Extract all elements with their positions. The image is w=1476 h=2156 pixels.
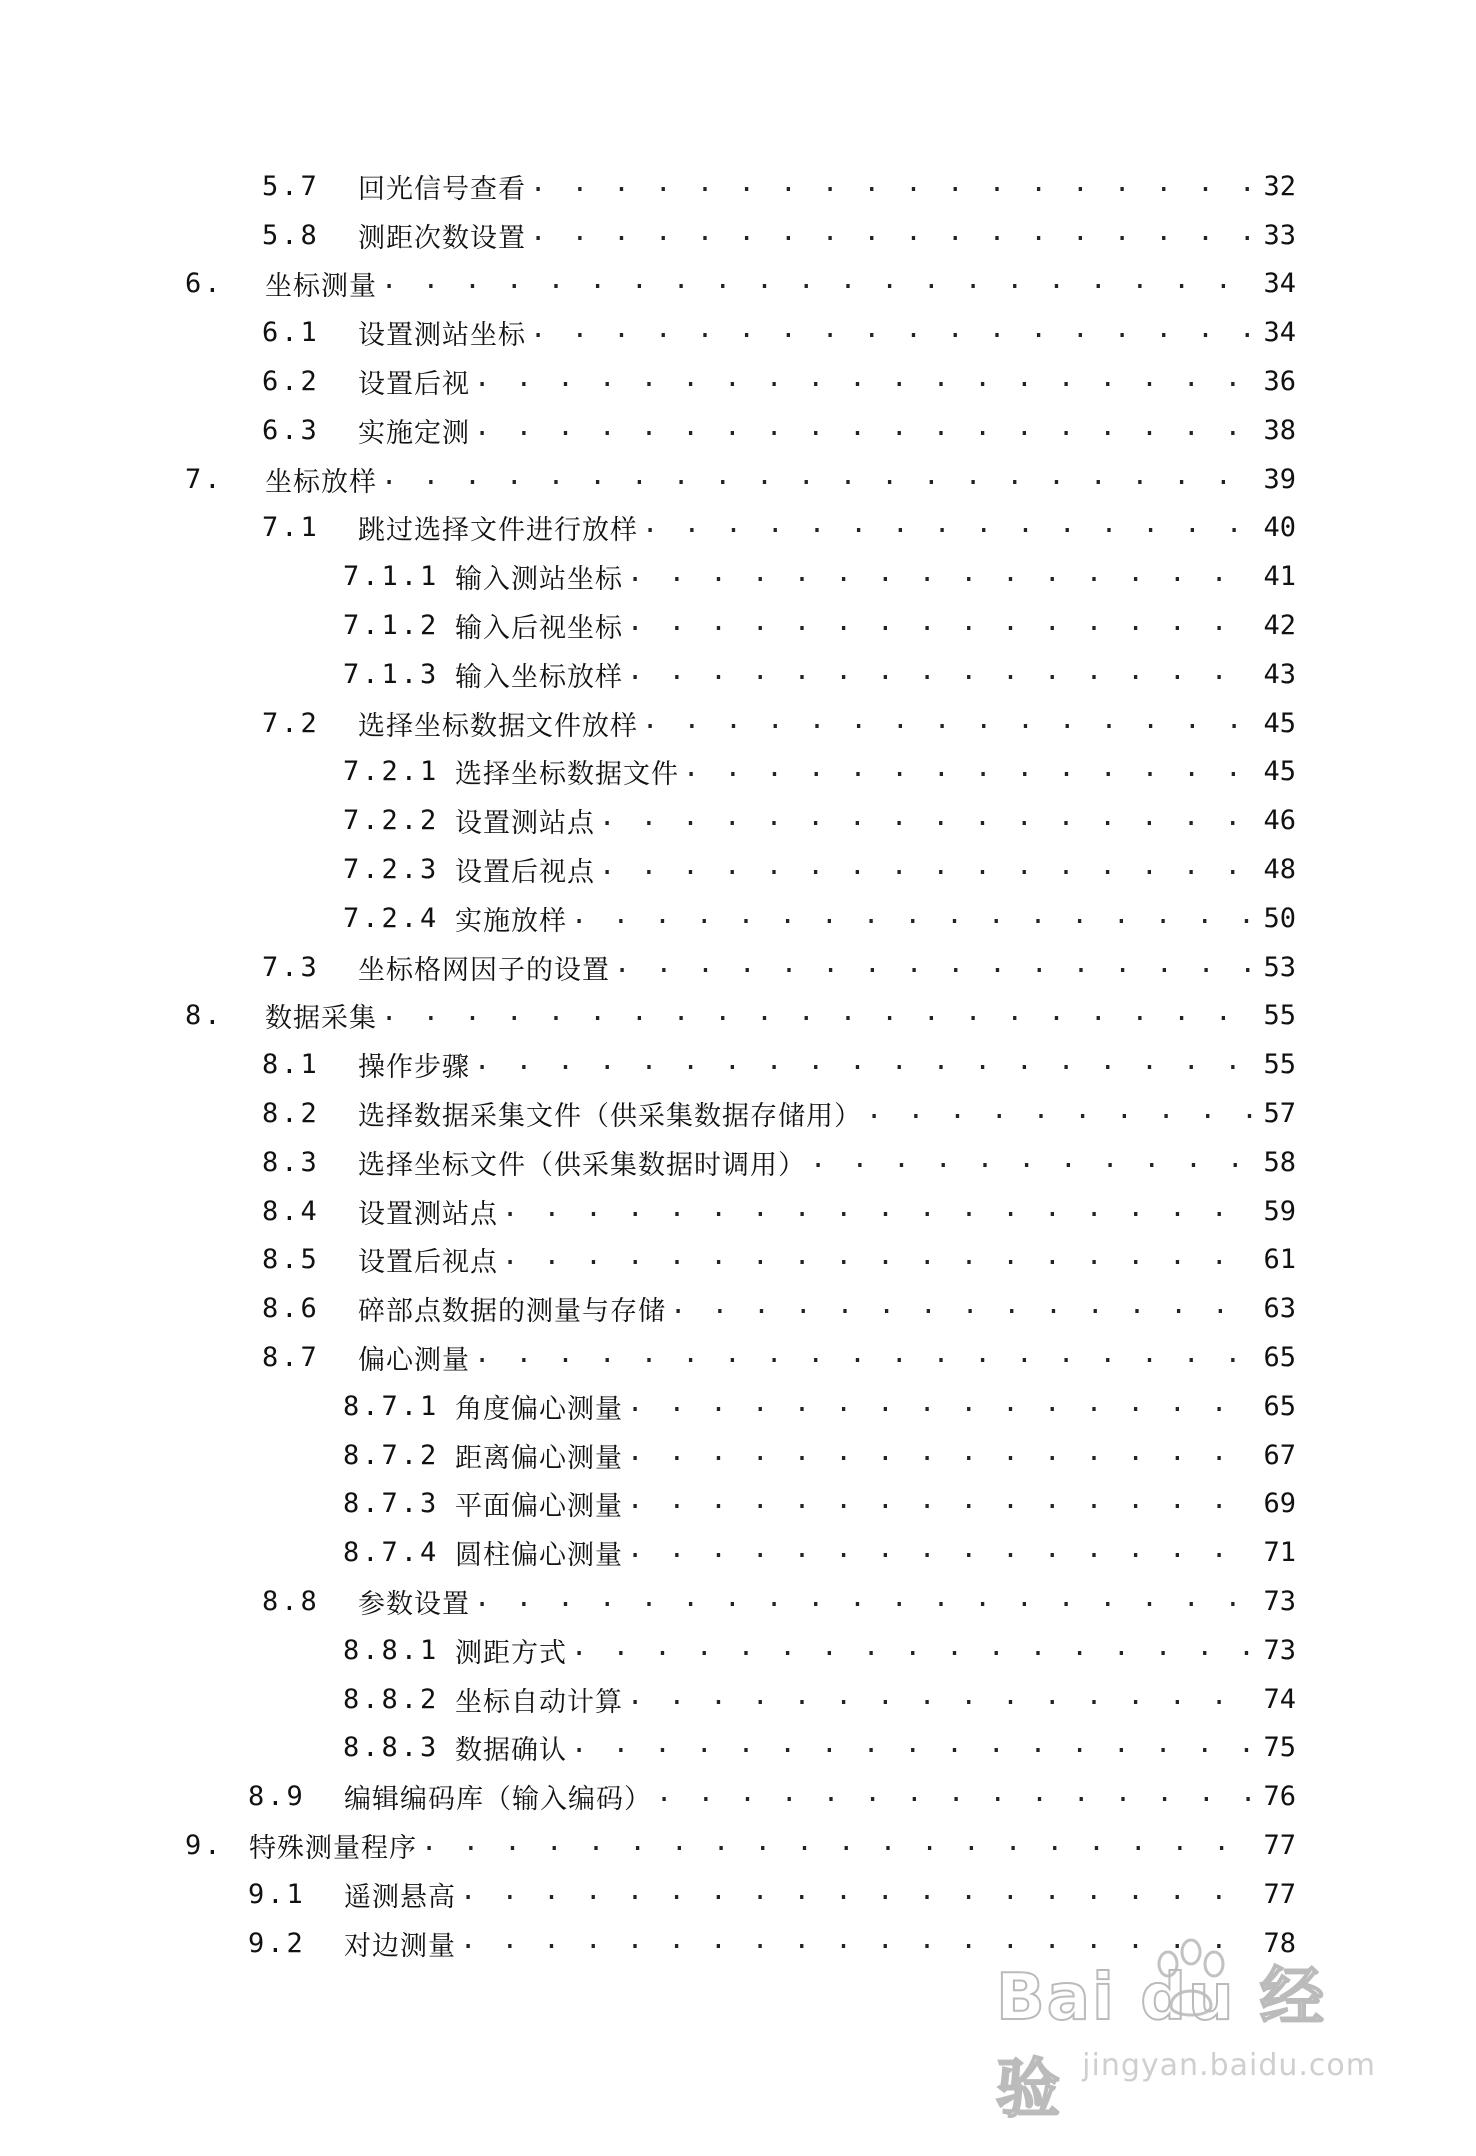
toc-dot-leader bbox=[421, 1826, 1252, 1857]
toc-dot-leader bbox=[627, 1436, 1252, 1467]
toc-dot-leader bbox=[810, 1143, 1252, 1174]
toc-entry-number: 9.1 bbox=[248, 1878, 306, 1910]
toc-dot-leader bbox=[599, 850, 1252, 881]
toc-entry-number: 7.2.4 bbox=[343, 902, 440, 934]
toc-entry-page-number: 74 bbox=[1263, 1683, 1296, 1715]
toc-entry-line bbox=[262, 1138, 1296, 1187]
toc-entry-number: 7.1.2 bbox=[343, 610, 440, 642]
toc-entry-line bbox=[262, 1284, 1296, 1333]
toc-entry-line bbox=[262, 1333, 1296, 1382]
toc-entry-number: 7.2 bbox=[262, 707, 320, 739]
toc-entry-page-number: 58 bbox=[1263, 1146, 1296, 1178]
toc-entry-number: 7.1 bbox=[262, 512, 320, 544]
toc-entry-number: 6.1 bbox=[262, 317, 320, 349]
toc-entry-number: 7.1.1 bbox=[343, 561, 440, 593]
toc-entry-title: 角度偏心测量 bbox=[455, 1393, 623, 1425]
toc-dot-leader bbox=[474, 362, 1252, 393]
toc-dot-leader bbox=[866, 1094, 1252, 1125]
toc-entry-title: 输入测站坐标 bbox=[455, 564, 623, 596]
toc-dot-leader bbox=[381, 996, 1252, 1027]
toc-entry-line bbox=[262, 943, 1296, 992]
toc-entry-line bbox=[343, 1675, 1296, 1724]
toc-entry-line bbox=[343, 1724, 1296, 1773]
toc-entry-page-number: 33 bbox=[1263, 219, 1296, 251]
toc-entry-title: 遥测悬高 bbox=[344, 1881, 456, 1913]
toc-entry-line bbox=[262, 1577, 1296, 1626]
toc-entry[interactable] bbox=[0, 1040, 1476, 1089]
toc-entry-title: 回光信号查看 bbox=[358, 173, 526, 205]
toc-entry-line bbox=[343, 650, 1296, 699]
toc-entry[interactable] bbox=[0, 992, 1476, 1041]
toc-dot-leader bbox=[571, 1631, 1252, 1662]
toc-entry-number: 7.1.3 bbox=[343, 658, 440, 690]
toc-entry-title: 选择坐标数据文件 bbox=[455, 759, 679, 791]
toc-entry-number: 7. bbox=[185, 463, 224, 495]
toc-entry[interactable] bbox=[0, 504, 1476, 553]
toc-entry-page-number: 55 bbox=[1263, 1049, 1296, 1081]
toc-entry[interactable] bbox=[0, 260, 1476, 309]
toc-entry-line bbox=[343, 894, 1296, 943]
toc-entry[interactable] bbox=[0, 357, 1476, 406]
toc-entry-page-number: 42 bbox=[1263, 610, 1296, 642]
toc-entry-title: 输入坐标放样 bbox=[455, 661, 623, 693]
toc-entry-page-number: 61 bbox=[1263, 1244, 1296, 1276]
toc-entry-line bbox=[262, 1236, 1296, 1285]
toc-entry-page-number: 48 bbox=[1263, 854, 1296, 886]
toc-entry-title: 编辑编码库（输入编码） bbox=[344, 1784, 652, 1816]
toc-entry[interactable] bbox=[0, 1724, 1476, 1773]
toc-entry-title: 坐标格网因子的设置 bbox=[358, 954, 610, 986]
toc-entry-line bbox=[343, 1431, 1296, 1480]
toc-entry-line bbox=[262, 1187, 1296, 1236]
toc-entry-title: 对边测量 bbox=[344, 1930, 456, 1962]
toc-entry-page-number: 73 bbox=[1263, 1634, 1296, 1666]
toc-entry-page-number: 34 bbox=[1263, 317, 1296, 349]
toc-entry-title: 操作步骤 bbox=[358, 1052, 470, 1084]
toc-entry-title: 特殊测量程序 bbox=[249, 1832, 417, 1864]
toc-entry-number: 8.5 bbox=[262, 1244, 320, 1276]
toc-entry[interactable] bbox=[0, 1675, 1476, 1724]
toc-entry-line bbox=[262, 504, 1296, 553]
toc-entry-title: 设置后视 bbox=[358, 369, 470, 401]
toc-entry-page-number: 63 bbox=[1263, 1293, 1296, 1325]
toc-entry[interactable] bbox=[0, 1431, 1476, 1480]
toc-entry-number: 6.2 bbox=[262, 366, 320, 398]
toc-entry-title: 设置测站坐标 bbox=[358, 320, 526, 352]
toc-entry-line bbox=[343, 1382, 1296, 1431]
toc-entry-number: 8.8 bbox=[262, 1586, 320, 1617]
toc-entry-number: 7.2.2 bbox=[343, 805, 440, 837]
toc-entry-number: 7.2.1 bbox=[343, 756, 440, 788]
toc-entry[interactable] bbox=[0, 1089, 1476, 1138]
toc-entry-line bbox=[185, 455, 1296, 504]
toc-dot-leader bbox=[474, 1582, 1252, 1613]
toc-entry[interactable] bbox=[0, 1382, 1476, 1431]
toc-entry-title: 设置后视点 bbox=[455, 857, 595, 889]
toc-entry[interactable] bbox=[0, 552, 1476, 601]
toc-entry-line bbox=[343, 796, 1296, 845]
toc-entry-title: 坐标放样 bbox=[265, 466, 377, 498]
toc-entry-page-number: 46 bbox=[1263, 805, 1296, 837]
toc-entry-number: 9. bbox=[185, 1829, 224, 1861]
toc-entry-page-number: 69 bbox=[1263, 1488, 1296, 1520]
toc-entry[interactable] bbox=[0, 1528, 1476, 1577]
toc-entry-page-number: 73 bbox=[1263, 1586, 1296, 1617]
toc-entry-line bbox=[185, 260, 1296, 309]
toc-entry-page-number: 45 bbox=[1263, 756, 1296, 788]
toc-entry-line bbox=[343, 1626, 1296, 1675]
toc-dot-leader bbox=[627, 1680, 1252, 1711]
toc-dot-leader bbox=[642, 704, 1252, 735]
toc-entry-page-number: 32 bbox=[1263, 170, 1296, 202]
toc-entry[interactable] bbox=[0, 1480, 1476, 1529]
toc-entry[interactable] bbox=[0, 1284, 1476, 1333]
toc-entry[interactable] bbox=[0, 162, 1476, 211]
toc-entry-title: 测距方式 bbox=[455, 1637, 567, 1669]
toc-entry-page-number: 65 bbox=[1263, 1390, 1296, 1422]
toc-dot-leader bbox=[502, 1192, 1252, 1223]
toc-entry-number: 8.2 bbox=[262, 1098, 320, 1130]
toc-entry-title: 设置后视点 bbox=[358, 1247, 498, 1279]
toc-entry-title: 选择数据采集文件（供采集数据存储用） bbox=[358, 1101, 862, 1133]
toc-entry-page-number: 76 bbox=[1263, 1781, 1296, 1813]
toc-entry-page-number: 36 bbox=[1263, 366, 1296, 398]
toc-entry-line bbox=[262, 406, 1296, 455]
toc-entry-page-number: 77 bbox=[1263, 1878, 1296, 1910]
toc-dot-leader bbox=[627, 655, 1252, 686]
toc-entry-title: 实施定测 bbox=[358, 417, 470, 449]
toc-dot-leader bbox=[642, 508, 1252, 539]
toc-entry-number: 8.7.4 bbox=[343, 1537, 440, 1569]
toc-entry[interactable] bbox=[0, 748, 1476, 797]
toc-entry-number: 8.4 bbox=[262, 1195, 320, 1227]
toc-entry-title: 选择坐标文件（供采集数据时调用） bbox=[358, 1149, 806, 1181]
toc-entry-title: 实施放样 bbox=[455, 905, 567, 937]
toc-dot-leader bbox=[530, 313, 1252, 344]
toc-entry-line bbox=[262, 1089, 1296, 1138]
toc-entry-line bbox=[343, 1528, 1296, 1577]
toc-entry[interactable] bbox=[0, 1821, 1476, 1870]
toc-entry-line bbox=[262, 162, 1296, 211]
baidu-jingyan-watermark bbox=[996, 1936, 1376, 2127]
toc-entry-title: 参数设置 bbox=[358, 1589, 470, 1620]
toc-dot-leader bbox=[614, 948, 1252, 979]
toc-dot-leader bbox=[627, 1387, 1252, 1418]
toc-entry-line bbox=[185, 1821, 1296, 1870]
toc-entry-page-number: 59 bbox=[1263, 1195, 1296, 1227]
toc-entry[interactable] bbox=[0, 1333, 1476, 1382]
toc-entry-number: 7.3 bbox=[262, 951, 320, 983]
toc-entry[interactable] bbox=[0, 650, 1476, 699]
toc-dot-leader bbox=[530, 167, 1252, 198]
toc-entry-title: 坐标测量 bbox=[265, 271, 377, 303]
toc-entry-line bbox=[248, 1870, 1296, 1919]
toc-entry-page-number: 50 bbox=[1263, 902, 1296, 934]
toc-entry[interactable] bbox=[0, 1577, 1476, 1626]
toc-entry-number: 8. bbox=[185, 1000, 224, 1032]
toc-dot-leader bbox=[627, 606, 1252, 637]
toc-entry-page-number: 71 bbox=[1263, 1537, 1296, 1569]
toc-entry-number: 8.7 bbox=[262, 1342, 320, 1374]
toc-entry-line bbox=[262, 211, 1296, 260]
toc-dot-leader bbox=[656, 1777, 1252, 1808]
toc-dot-leader bbox=[627, 1533, 1252, 1564]
toc-entry-number: 9.2 bbox=[248, 1927, 306, 1959]
toc-entry-page-number: 57 bbox=[1263, 1098, 1296, 1130]
toc-entry-title: 设置测站点 bbox=[455, 808, 595, 840]
toc-entry-page-number: 45 bbox=[1263, 707, 1296, 739]
toc-entry-title: 选择坐标数据文件放样 bbox=[358, 710, 638, 742]
toc-entry[interactable] bbox=[0, 796, 1476, 845]
toc-entry[interactable] bbox=[0, 1236, 1476, 1285]
toc-entry-title: 碎部点数据的测量与存储 bbox=[358, 1296, 666, 1328]
toc-entry-line bbox=[343, 748, 1296, 797]
toc-entry-line bbox=[343, 601, 1296, 650]
toc-entry-title: 数据确认 bbox=[455, 1735, 567, 1767]
watermark-url-text: jingyan.baidu.com bbox=[1082, 2048, 1376, 2083]
toc-dot-leader bbox=[627, 1484, 1252, 1515]
toc-entry-number: 8.8.1 bbox=[343, 1634, 440, 1666]
toc-entry-line bbox=[248, 1772, 1296, 1821]
toc-entry-page-number: 67 bbox=[1263, 1439, 1296, 1471]
toc-entry-line bbox=[343, 845, 1296, 894]
toc-entry-page-number: 38 bbox=[1263, 414, 1296, 446]
toc-entry-title: 输入后视坐标 bbox=[455, 613, 623, 645]
toc-entry-page-number: 41 bbox=[1263, 561, 1296, 593]
toc-entry-page-number: 39 bbox=[1263, 463, 1296, 495]
toc-dot-leader bbox=[381, 460, 1252, 491]
toc-dot-leader bbox=[530, 216, 1252, 247]
toc-entry-title: 数据采集 bbox=[265, 1003, 377, 1035]
toc-entry[interactable] bbox=[0, 1187, 1476, 1236]
toc-entry[interactable] bbox=[0, 211, 1476, 260]
toc-entry-line bbox=[262, 357, 1296, 406]
toc-entry[interactable] bbox=[0, 601, 1476, 650]
toc-entry[interactable] bbox=[0, 1138, 1476, 1187]
toc-dot-leader bbox=[474, 411, 1252, 442]
toc-dot-leader bbox=[599, 801, 1252, 832]
toc-entry[interactable] bbox=[0, 1772, 1476, 1821]
toc-entry-number: 8.7.1 bbox=[343, 1390, 440, 1422]
toc-dot-leader bbox=[474, 1338, 1252, 1369]
toc-entry-number: 8.6 bbox=[262, 1293, 320, 1325]
toc-entry-number: 5.7 bbox=[262, 170, 320, 202]
toc-entry-page-number: 55 bbox=[1263, 1000, 1296, 1032]
toc-entry-line bbox=[262, 699, 1296, 748]
toc-entry-number: 8.8.3 bbox=[343, 1732, 440, 1764]
toc-entry-number: 5.8 bbox=[262, 219, 320, 251]
toc-entry-line bbox=[185, 992, 1296, 1041]
toc-entry-page-number: 65 bbox=[1263, 1342, 1296, 1374]
toc-entry-line bbox=[343, 552, 1296, 601]
toc-entry-title: 坐标自动计算 bbox=[455, 1686, 623, 1718]
toc-dot-leader bbox=[627, 557, 1252, 588]
toc-entry-title: 偏心测量 bbox=[358, 1345, 470, 1377]
toc-dot-leader bbox=[381, 264, 1252, 295]
toc-entry-page-number: 53 bbox=[1263, 951, 1296, 983]
toc-entry[interactable] bbox=[0, 1870, 1476, 1919]
toc-entry-page-number: 43 bbox=[1263, 658, 1296, 690]
toc-entry-page-number: 34 bbox=[1263, 268, 1296, 300]
toc-entry-number: 8.1 bbox=[262, 1049, 320, 1081]
toc-dot-leader bbox=[683, 752, 1252, 783]
toc-entry-title: 设置测站点 bbox=[358, 1198, 498, 1230]
toc-entry-line bbox=[343, 1480, 1296, 1529]
toc-entry[interactable] bbox=[0, 845, 1476, 894]
toc-dot-leader bbox=[502, 1240, 1252, 1271]
toc-dot-leader bbox=[571, 899, 1252, 930]
toc-dot-leader bbox=[670, 1289, 1252, 1320]
toc-entry[interactable] bbox=[0, 308, 1476, 357]
toc-entry-line bbox=[262, 308, 1296, 357]
toc-entry-title: 距离偏心测量 bbox=[455, 1442, 623, 1474]
watermark-logo-text: Bai du 经验 bbox=[996, 1961, 1326, 2127]
toc-entry-page-number: 77 bbox=[1263, 1829, 1296, 1861]
toc-dot-leader bbox=[571, 1728, 1252, 1759]
toc-entry-page-number: 40 bbox=[1263, 512, 1296, 544]
toc-entry[interactable] bbox=[0, 943, 1476, 992]
toc-entry-title: 圆柱偏心测量 bbox=[455, 1540, 623, 1572]
toc-entry-number: 6. bbox=[185, 268, 224, 300]
toc-entry-number: 8.7.2 bbox=[343, 1439, 440, 1471]
toc-entry-title: 测距次数设置 bbox=[358, 222, 526, 254]
toc-entry-number: 8.8.2 bbox=[343, 1683, 440, 1715]
toc-entry-title: 跳过选择文件进行放样 bbox=[358, 515, 638, 547]
toc-entry-number: 8.7.3 bbox=[343, 1488, 440, 1520]
toc-dot-leader bbox=[460, 1875, 1252, 1906]
toc-entry[interactable] bbox=[0, 894, 1476, 943]
toc-entry-number: 6.3 bbox=[262, 414, 320, 446]
toc-entry[interactable] bbox=[0, 699, 1476, 748]
toc-entry-page-number: 78 bbox=[1263, 1927, 1296, 1959]
toc-dot-leader bbox=[474, 1045, 1252, 1076]
toc-entry-number: 7.2.3 bbox=[343, 854, 440, 886]
toc-entry-number: 8.3 bbox=[262, 1146, 320, 1178]
toc-entry-page-number: 75 bbox=[1263, 1732, 1296, 1764]
toc-entry-title: 平面偏心测量 bbox=[455, 1491, 623, 1523]
table-of-contents bbox=[0, 162, 1476, 1967]
toc-entry-number: 8.9 bbox=[248, 1781, 306, 1813]
toc-entry-line bbox=[262, 1040, 1296, 1089]
toc-entry[interactable] bbox=[0, 406, 1476, 455]
toc-entry[interactable] bbox=[0, 1626, 1476, 1675]
toc-entry[interactable] bbox=[0, 455, 1476, 504]
